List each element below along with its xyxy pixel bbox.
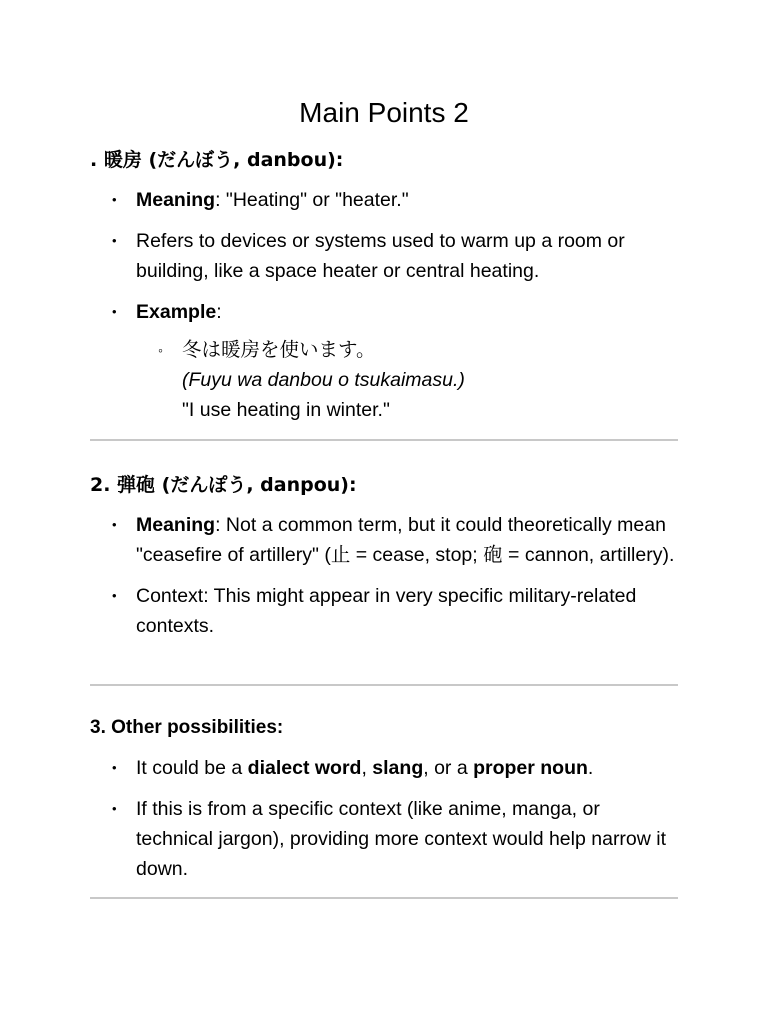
dialect-word-emphasis: dialect word	[247, 757, 362, 779]
example-colon: :	[216, 301, 222, 323]
list-item-meaning	[90, 185, 678, 215]
section-heading: 2. 弾砲 (だんぽう, danpou):	[90, 474, 357, 496]
section-heading: 3. Other possibilities:	[90, 717, 284, 738]
section-danbou	[90, 146, 678, 425]
section-divider	[90, 684, 678, 686]
section-danpou	[90, 471, 678, 641]
list-item-possibility	[90, 753, 678, 783]
meaning-label: Meaning	[136, 514, 216, 536]
section-divider	[90, 439, 678, 441]
meaning-label: Meaning	[136, 189, 216, 211]
meaning-text: : "Heating" or "heater."	[215, 189, 409, 211]
text-fragment: , or a	[423, 757, 474, 779]
example-item	[136, 335, 678, 425]
bullet-list	[90, 510, 678, 641]
example-sublist	[136, 335, 678, 425]
example-english: "I use heating in winter."	[182, 399, 390, 421]
section-heading: . 暖房 (だんぼう, danbou):	[90, 149, 344, 171]
text-fragment: ,	[361, 757, 373, 779]
example-japanese: 冬は暖房を使います。	[182, 338, 376, 361]
example-label: Example	[136, 301, 217, 323]
text-fragment: .	[587, 757, 594, 779]
list-item-example	[90, 297, 678, 425]
list-item-meaning	[90, 510, 678, 570]
list-item-context-advice: • If this is from a specific context (like anime, manga, or technical jargon), providing more context would help narrow it down.	[90, 794, 678, 884]
section-divider	[90, 897, 678, 899]
section-other	[90, 714, 678, 884]
list-item-refers: • Refers to devices or systems used to warm up a room or building, like a space heater or central heating.	[90, 226, 678, 286]
bullet-list	[90, 185, 678, 425]
page-title: Main Points 2	[299, 97, 469, 128]
list-item-context: • Context: This might appear in very specific military-related contexts.	[90, 581, 678, 641]
slang-emphasis: slang	[372, 757, 424, 779]
example-romaji: (Fuyu wa danbou o tsukaimasu.)	[182, 369, 465, 391]
meaning-text: : Not a common term, but it could theoretically mean "ceasefire of artillery" (止 = cease, stop; 砲 = cannon, artillery).	[136, 514, 675, 566]
bullet-list	[90, 753, 678, 884]
proper-noun-emphasis: proper noun	[473, 757, 588, 779]
text-fragment: It could be a	[136, 757, 248, 779]
